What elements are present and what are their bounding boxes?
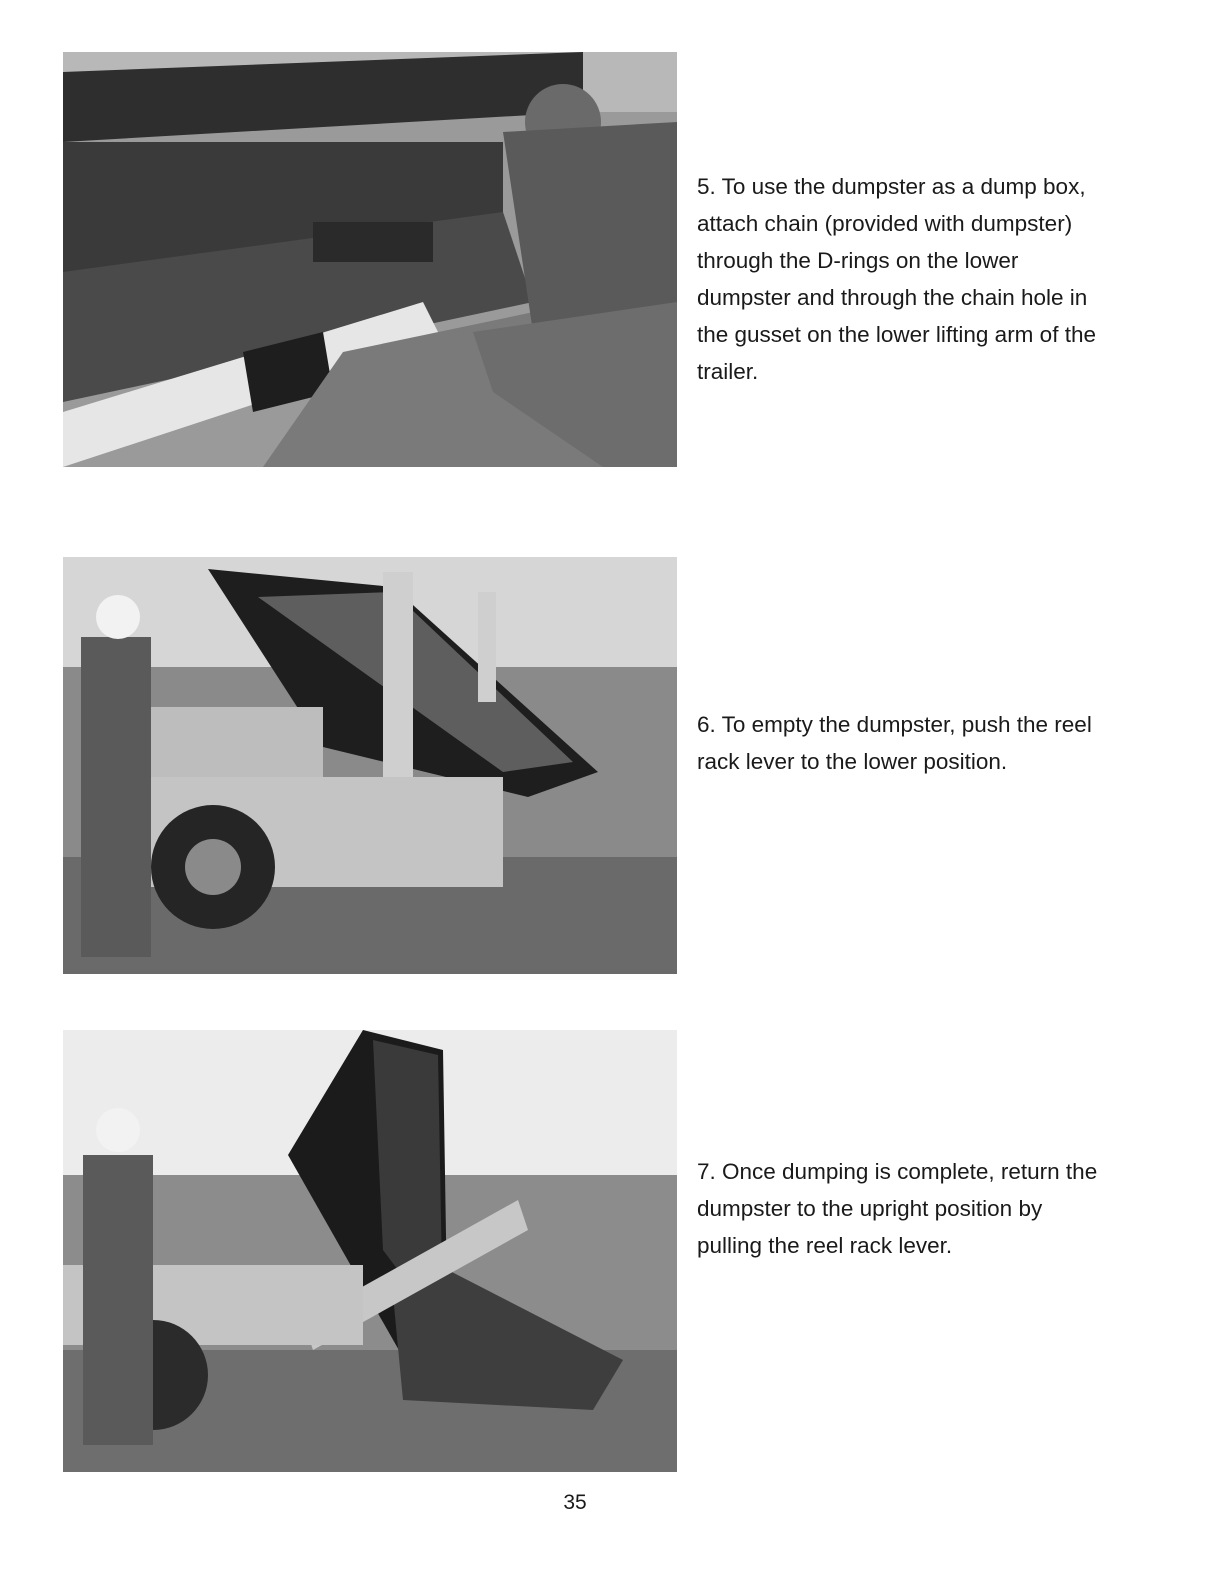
photo-dumpster-tilted (63, 557, 677, 974)
photo-chain-attach-icon (63, 52, 677, 467)
photo-dumpster-emptied (63, 1030, 677, 1472)
step-6-text: 6. To empty the dumpster, push the reel rack lever to the lower position. (697, 712, 1092, 774)
step-7-text: 7. Once dumping is complete, return the dumpster to the upright position by pulling the reel rack lever. (697, 1159, 1098, 1258)
photo-chain-attach (63, 52, 677, 467)
step-5-text: 5. To use the dumpster as a dump box, attach chain (provided with dumpster) through the D-rings on the lower dumpster and through the chain hole in the gusset on the lower lifting arm of the trailer. (697, 174, 1096, 384)
page-number: 35 (563, 1491, 587, 1514)
photo-dumpster-tilted-icon (63, 557, 677, 974)
photo-dumpster-emptied-icon (63, 1030, 677, 1472)
